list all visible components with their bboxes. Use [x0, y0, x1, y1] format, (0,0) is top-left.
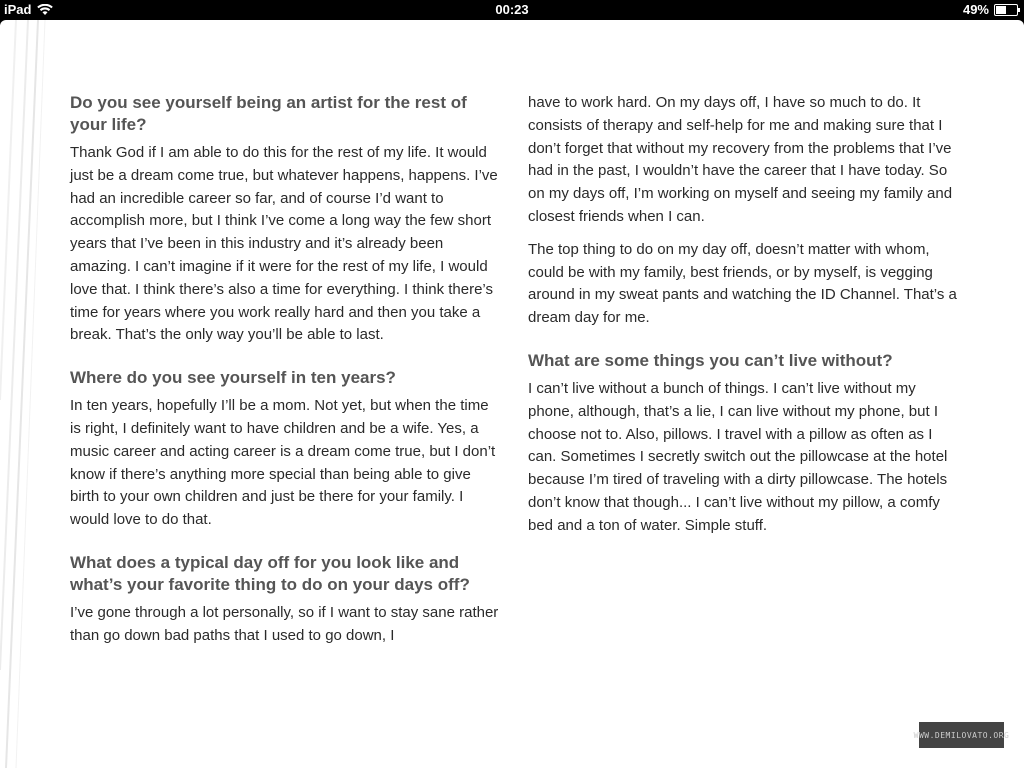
left-column	[70, 92, 500, 658]
answer-paragraph: I’ve gone through a lot personally, so if I want to stay sane rather than go down bad paths that I used to go down, I	[70, 603, 499, 644]
site-watermark: WWW.DEMILOVATO.ORG	[919, 722, 1004, 748]
device-label: iPad	[4, 2, 32, 17]
question-heading: Where do you see yourself in ten years?	[70, 368, 396, 388]
answer-paragraph: In ten years, hopefully I’ll be a mom. Not yet, but when the time is right, I definitely want to have children and be a wife. Yes, a music career and acting career is a dream come true, but I don’t know if there’s anything more special than being able to give birth to your own children and just be there for your family. I would love to do that.	[70, 397, 496, 529]
page-edge-decoration	[0, 20, 60, 768]
status-right	[963, 2, 1018, 17]
question-heading: Do you see yourself being an artist for the rest of your life?	[70, 93, 467, 134]
answer-paragraph: Thank God if I am able to do this for the rest of my life. It would just be a dream come true, but whatever happens, happens. I’ve had an incredible career so far, and of course I’d want to accomplish more, but I think I’ve come a long way the few short years that I’ve been in this industry and it’s already been amazing. I can’t imagine if it were for the rest of my life, I would love that. I think there’s also a time for everything. I think there’s time for years where you work really hard and then you take a break. That’s the only way you’ll be able to last.	[70, 144, 498, 344]
answer-paragraph: have to work hard. On my days off, I have so much to do. It consists of therapy and self-help for me and making sure that I don’t forget that without my recovery from the problems that I’ve had in the past, I wouldn’t have the career that I have today. So on my days off, I’m working on myself and seeing my family and closest friends when I can.	[528, 94, 953, 225]
question-heading: What are some things you can’t live without?	[528, 350, 893, 370]
book-page[interactable]	[0, 20, 1024, 768]
question-heading: What does a typical day off for you look like and what’s your favorite thing to do on your days off?	[70, 552, 470, 594]
battery-icon	[994, 4, 1018, 16]
answer-paragraph: The top thing to do on my day off, doesn’t matter with whom, could be with my family, best friends, or by myself, is vegging around in my sweat pants and watching the ID Channel. That’s a dream day for me.	[528, 240, 957, 327]
clock: 00:23	[495, 2, 529, 17]
status-bar	[0, 0, 1024, 20]
battery-percent: 49%	[962, 2, 989, 17]
right-column	[528, 92, 958, 548]
answer-paragraph: I can’t live without a bunch of things. I can’t live without my phone, although, that’s a lie, I can live without my phone, but I choose not to. Also, pillows. I travel with a pillow as often as I can. Sometimes I secretly switch out the pillowcase at the hotel because I’m tired of traveling with a dirty pillowcase. The hotels don’t know that though... I can’t live without my pillow, a comfy bed and a ton of water. Simple stuff.	[528, 379, 948, 534]
battery-fill	[996, 6, 1006, 14]
